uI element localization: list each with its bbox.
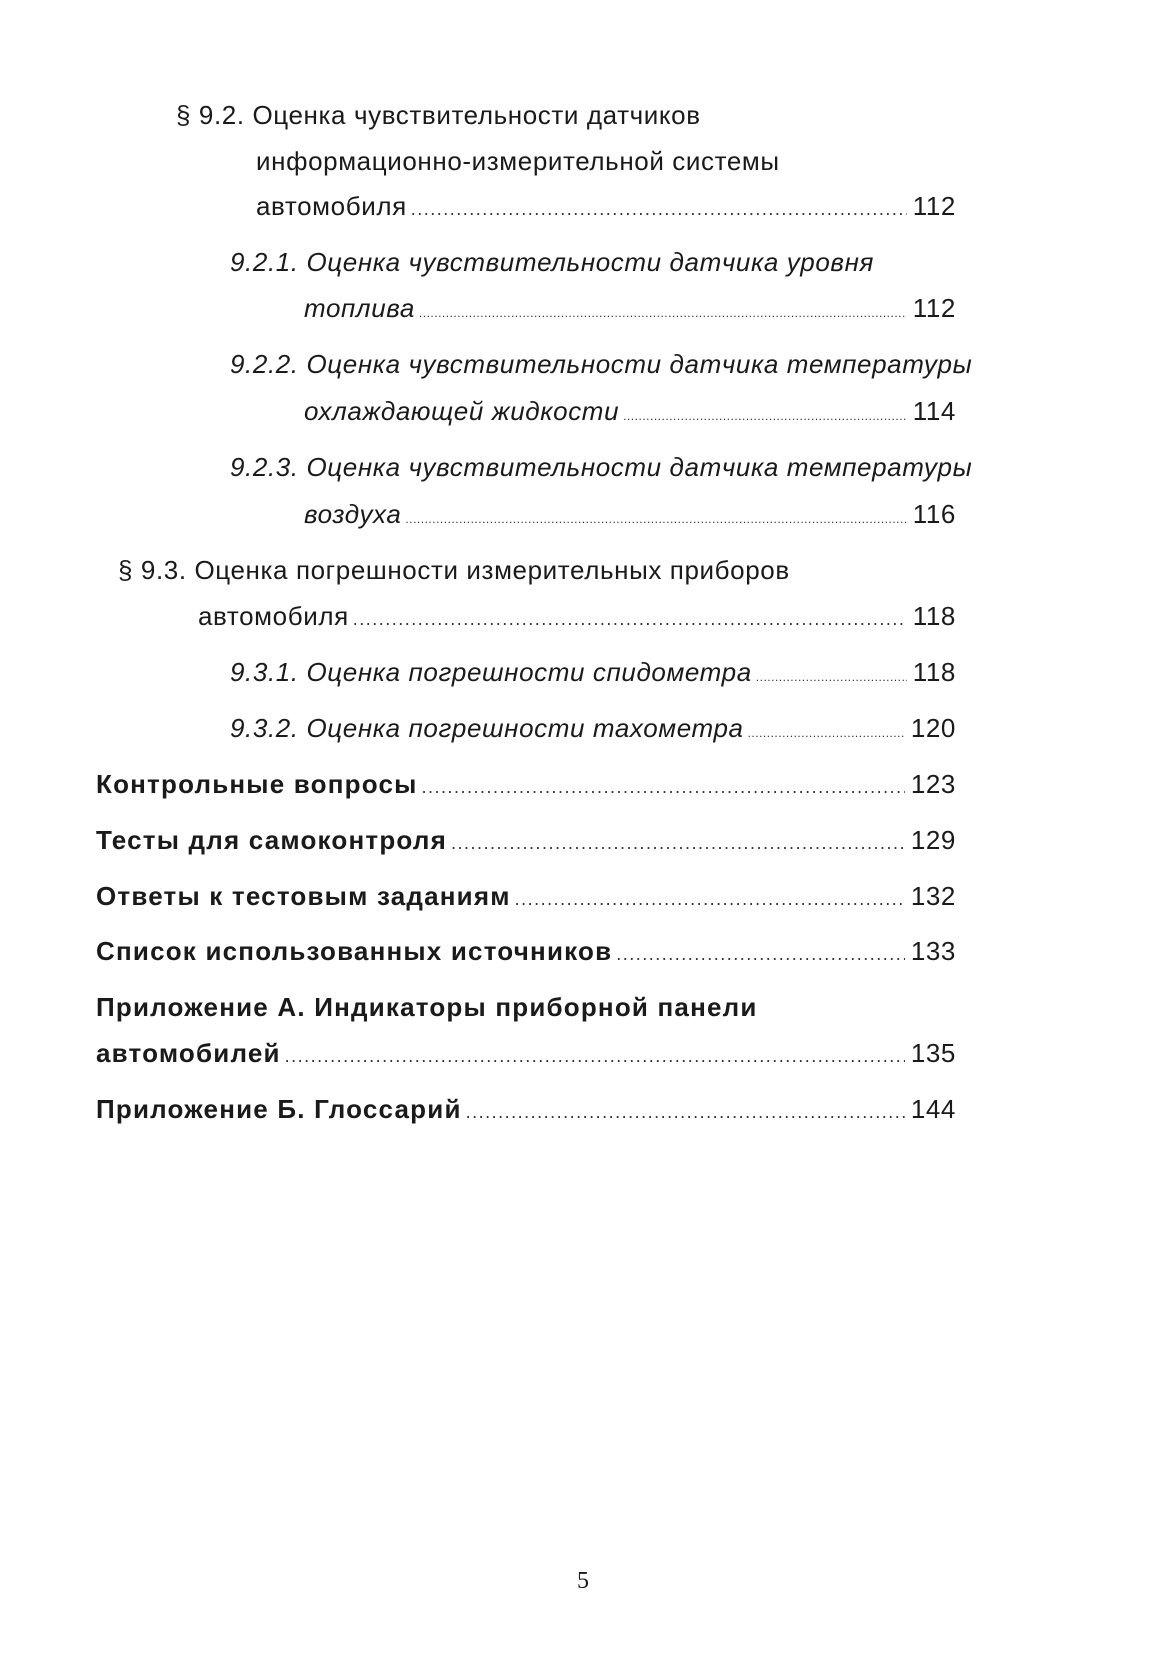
toc-entry-text: Приложение Б. Глоссарий bbox=[96, 1094, 462, 1124]
toc-page-number: 123 bbox=[910, 769, 956, 799]
toc-entry-control-questions[interactable] bbox=[96, 768, 956, 803]
toc-entry-self-tests[interactable] bbox=[96, 824, 956, 859]
toc-entry-text: § 9.2. Оценка чувствительности датчиков bbox=[176, 100, 701, 130]
dot-leader bbox=[411, 193, 907, 225]
toc-entry-text: 9.2.3. Оценка чувствительности датчика температуры bbox=[230, 452, 973, 482]
toc-entry-9-2-line2 bbox=[256, 145, 780, 177]
toc-entry-text: воздуха bbox=[304, 499, 402, 529]
toc-entry-9-2-3-line1 bbox=[230, 451, 972, 483]
dot-leader bbox=[285, 1040, 905, 1072]
toc-entry-9-3-2[interactable] bbox=[230, 712, 956, 749]
toc-entry-sources[interactable] bbox=[96, 935, 956, 970]
toc-page-number: 129 bbox=[910, 825, 956, 855]
dot-leader bbox=[748, 717, 905, 749]
toc-entry-text: 9.3.2. Оценка погрешности тахометра bbox=[230, 713, 744, 743]
toc-entry-text: автомобилей bbox=[96, 1038, 281, 1068]
toc-entry-9-2-line3[interactable] bbox=[256, 190, 956, 225]
toc-page-number: 133 bbox=[910, 936, 956, 966]
toc-entry-text: Тесты для самоконтроля bbox=[96, 825, 447, 855]
toc-entry-9-3-1[interactable] bbox=[230, 656, 956, 693]
toc-entry-appendix-a-line1 bbox=[96, 991, 758, 1023]
toc-page-number: 112 bbox=[912, 293, 956, 323]
dot-leader bbox=[616, 938, 905, 970]
toc-entry-9-2-1-line1 bbox=[230, 246, 874, 278]
toc-entry-text: Список использованных источников bbox=[96, 936, 613, 966]
toc-entry-text: автомобиля bbox=[198, 601, 349, 631]
dot-leader bbox=[405, 503, 906, 535]
dot-leader bbox=[466, 1096, 905, 1128]
dot-leader bbox=[422, 771, 905, 803]
toc-entry-text: автомобиля bbox=[256, 191, 407, 221]
toc-entry-9-2-line1 bbox=[176, 99, 701, 131]
dot-leader bbox=[353, 603, 907, 635]
toc-entry-test-answers[interactable] bbox=[96, 880, 956, 915]
toc-page-number: 132 bbox=[910, 881, 956, 911]
toc-entry-text: Приложение А. Индикаторы приборной панели bbox=[96, 992, 758, 1022]
toc-entry-text: информационно-измерительной системы bbox=[256, 146, 780, 176]
dot-leader bbox=[451, 827, 905, 859]
toc-entry-text: 9.3.1. Оценка погрешности спидометра bbox=[230, 657, 752, 687]
dot-leader bbox=[756, 661, 907, 693]
toc-page-number: 112 bbox=[912, 191, 956, 221]
toc-page-number: 120 bbox=[910, 713, 956, 743]
toc-entry-text: топлива bbox=[304, 293, 415, 323]
toc-page-number: 118 bbox=[912, 601, 956, 631]
dot-leader bbox=[515, 883, 905, 915]
toc-entry-appendix-b[interactable] bbox=[96, 1093, 956, 1128]
toc-entry-text: Контрольные вопросы bbox=[96, 769, 418, 799]
toc-entry-text: охлаждающей жидкости bbox=[304, 396, 620, 426]
toc-entry-text: 9.2.1. Оценка чувствительности датчика уровня bbox=[230, 247, 874, 277]
toc-entry-9-2-1-line2[interactable] bbox=[304, 292, 956, 329]
toc-entry-text: 9.2.2. Оценка чувствительности датчика температуры bbox=[230, 349, 973, 379]
toc-entry-text: § 9.3. Оценка погрешности измерительных приборов bbox=[118, 555, 790, 585]
toc-page-number: 135 bbox=[910, 1038, 956, 1068]
toc-entry-9-2-2-line2[interactable] bbox=[304, 395, 956, 432]
toc-entry-9-2-2-line1 bbox=[230, 348, 972, 380]
page-number: 5 bbox=[577, 1568, 589, 1594]
toc-page-number: 114 bbox=[912, 396, 956, 426]
toc-entry-text: Ответы к тестовым заданиям bbox=[96, 881, 511, 911]
toc-entry-appendix-a-line2[interactable] bbox=[96, 1037, 956, 1072]
toc-page-number: 118 bbox=[912, 657, 956, 687]
toc-entry-9-2-3-line2[interactable] bbox=[304, 498, 956, 535]
toc-page-number: 144 bbox=[910, 1094, 956, 1124]
toc-entry-9-3-line1 bbox=[118, 554, 790, 586]
dot-leader bbox=[623, 400, 907, 432]
toc-entry-9-3-line2[interactable] bbox=[198, 600, 956, 635]
dot-leader bbox=[419, 297, 907, 329]
toc-page-number: 116 bbox=[912, 499, 956, 529]
